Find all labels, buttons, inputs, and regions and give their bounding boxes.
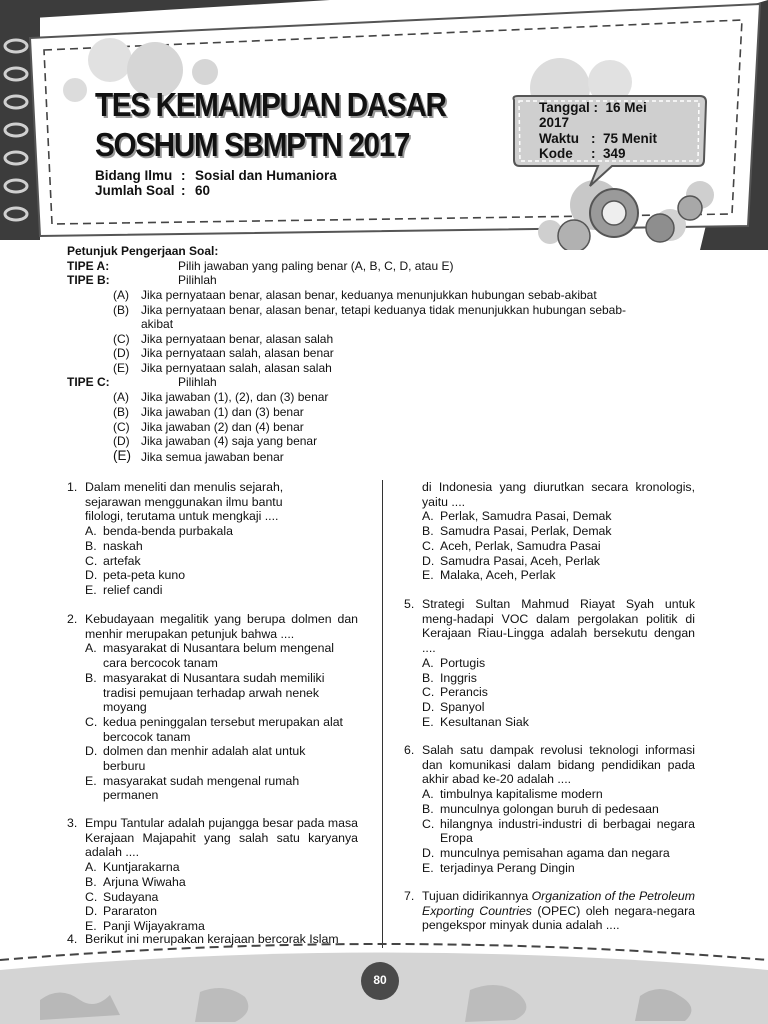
question-6-option-d[interactable] — [422, 846, 695, 861]
option-letter: C. — [422, 538, 435, 553]
tanggal-row — [539, 100, 647, 115]
tipe-b-letter: (A) — [113, 288, 129, 302]
question-1-option-c[interactable] — [85, 554, 310, 569]
option-letter: A. — [422, 787, 434, 802]
option-letter: E. — [422, 860, 434, 875]
option-letter: B. — [422, 670, 434, 685]
kode-row — [539, 146, 626, 161]
question-7-stem-italic: Organization of the Petroleum Exporting Countries — [422, 889, 695, 918]
tipe-a-label: TIPE A: — [67, 259, 110, 273]
option-text: Inggris — [440, 670, 477, 685]
question-3-number: 3. — [67, 816, 78, 830]
tipe-c-option-e-text: Jika semua jawaban benar — [141, 450, 284, 464]
question-1-number: 1. — [67, 480, 78, 494]
jumlah-label: Jumlah Soal — [95, 183, 175, 198]
option-text: Aceh, Perlak, Samudra Pasai — [440, 538, 601, 553]
option-text: peta-peta kuno — [103, 568, 186, 583]
tipe-b-option-d-text: Jika pernyataan salah, alasan benar — [141, 346, 334, 360]
option-letter: B. — [422, 524, 434, 539]
option-letter: D. — [422, 845, 435, 860]
kode-colon: : — [591, 146, 596, 161]
tipe-c-option-c: (C) — [113, 420, 130, 434]
tipe-b-option-d: (D) — [113, 346, 130, 360]
option-letter: C. — [422, 816, 435, 831]
option-letter: A. — [85, 860, 97, 875]
question-5 — [422, 597, 695, 729]
question-5-option-d[interactable] — [422, 700, 695, 715]
option-text: Malaka, Aceh, Perlak — [440, 568, 556, 583]
option-letter: C. — [85, 889, 98, 904]
option-letter: D. — [422, 699, 435, 714]
question-6-number: 6. — [404, 743, 415, 757]
option-text: munculnya pemisahan agama dan negara — [440, 845, 670, 860]
question-4-number: 4. — [67, 932, 78, 946]
option-text: Spanyol — [440, 699, 485, 714]
question-1-stem: Dalam meneliti dan menulis sejarah, sejarawan menggunakan ilmu bantu filologi, terutama untuk mengkaji .... — [85, 480, 284, 524]
question-5-option-a[interactable] — [422, 656, 695, 671]
option-text: terjadinya Perang Dingin — [440, 860, 575, 875]
option-letter: A. — [422, 655, 434, 670]
option-text: Panji Wijayakrama — [103, 918, 205, 933]
option-text: Sudayana — [103, 889, 159, 904]
option-text: Perlak, Samudra Pasai, Demak — [440, 509, 612, 524]
option-letter: C. — [422, 685, 435, 700]
tipe-b-option-b-text-cont: akibat — [141, 317, 174, 331]
option-letter: C. — [85, 553, 98, 568]
question-4-option-a[interactable] — [422, 509, 695, 524]
option-text: Pararaton — [103, 904, 158, 919]
tipe-c-option-e: (E) — [113, 448, 131, 463]
question-5-option-c[interactable] — [422, 685, 695, 700]
column-divider — [382, 480, 383, 948]
instructions-heading: Petunjuk Pengerjaan Soal: — [67, 244, 219, 258]
tipe-c-option-d-text: Jika jawaban (4) saja yang benar — [141, 434, 318, 448]
tipe-b-option-a — [113, 288, 129, 302]
option-text: Portugis — [440, 655, 486, 670]
question-2 — [85, 612, 358, 803]
question-5-option-b[interactable] — [422, 671, 695, 686]
option-letter: A. — [85, 524, 97, 539]
question-5-option-e[interactable] — [422, 715, 695, 730]
question-4-stem-2: di Indonesia yang diurutkan secara kronologis, yaitu .... — [422, 480, 695, 509]
question-2-option-c[interactable] — [85, 715, 343, 744]
tipe-b-option-b-text: Jika pernyataan benar, alasan benar, tetapi keduanya tidak menunjukkan hubungan sebab- — [141, 303, 627, 317]
tipe-c-option-a-text: Jika jawaban (1), (2), dan (3) benar — [141, 390, 329, 404]
kode-value: 349 — [603, 146, 626, 161]
question-6-option-e[interactable] — [422, 861, 695, 876]
tanggal-value-1: 16 Mei — [605, 100, 647, 115]
question-4-option-b[interactable] — [422, 524, 695, 539]
option-text: kedua peninggalan tersebut merupakan alat bercocok tanam — [103, 714, 343, 744]
option-text: Kesultanan Siak — [440, 714, 529, 729]
page-number: 80 — [373, 973, 387, 987]
question-3-option-b[interactable] — [85, 875, 358, 890]
waktu-label: Waktu — [539, 131, 579, 146]
question-6-option-a[interactable] — [422, 787, 695, 802]
option-text: masyarakat di Nusantara belum mengenal cara bercocok tanam — [103, 641, 335, 671]
option-text: Samudra Pasai, Perlak, Demak — [440, 524, 612, 539]
option-letter: E. — [85, 773, 97, 788]
question-7-stem — [422, 889, 695, 933]
bidang-label: Bidang Ilmu — [95, 168, 173, 183]
tipe-b-option-b: (B) — [113, 303, 129, 317]
option-text: Kuntjarakarna — [103, 860, 180, 875]
option-text: Perancis — [440, 685, 488, 700]
question-7-stem-a: Tujuan didirikannya — [422, 889, 532, 903]
question-1-option-a[interactable] — [85, 524, 310, 539]
tipe-c-option-a: (A) — [113, 390, 129, 404]
option-text: masyarakat sudah mengenal rumah permanen — [103, 773, 300, 803]
option-letter: B. — [85, 538, 97, 553]
bidang-row — [95, 168, 337, 183]
option-letter: D. — [85, 744, 98, 759]
kode-label: Kode — [539, 146, 573, 161]
tipe-c-option-d: (D) — [113, 434, 130, 448]
option-letter: D. — [85, 904, 98, 919]
option-letter: E. — [422, 568, 434, 583]
question-6-option-b[interactable] — [422, 802, 695, 817]
option-text: masyarakat di Nusantara sudah memiliki tradisi pemujaan terhadap arwah nenek moyang — [103, 670, 325, 715]
option-letter: B. — [85, 670, 97, 685]
question-4-stem-1: Berikut ini merupakan kerajaan bercorak Islam — [85, 932, 339, 946]
option-letter: A. — [85, 641, 97, 656]
option-text: Samudra Pasai, Aceh, Perlak — [440, 553, 600, 568]
question-2-option-b[interactable] — [85, 671, 343, 715]
jumlah-row — [95, 183, 210, 198]
title-line-1: TES KEMAMPUAN DASAR — [95, 86, 446, 123]
tipe-c-label: TIPE C: — [67, 375, 110, 389]
tipe-c-option-b: (B) — [113, 405, 129, 419]
option-text: munculnya golongan buruh di pedesaan — [440, 801, 659, 816]
option-letter: D. — [422, 553, 435, 568]
question-3-stem: Empu Tantular adalah pujangga besar pada masa Kerajaan Majapahit yang salah satu karyanya adalah .... — [85, 816, 358, 860]
option-letter: E. — [85, 918, 97, 933]
tipe-b-label: TIPE B: — [67, 273, 110, 287]
option-text: benda-benda purbakala — [103, 524, 233, 539]
option-text: naskah — [103, 538, 143, 553]
tipe-c-option-b-text: Jika jawaban (1) dan (3) benar — [141, 405, 304, 419]
option-text: artefak — [103, 553, 141, 568]
question-7-number: 7. — [404, 889, 415, 903]
waktu-row — [539, 131, 657, 146]
question-6 — [422, 743, 695, 875]
bidang-value: Sosial dan Humaniora — [195, 168, 337, 183]
option-text: dolmen dan menhir adalah alat untuk berburu — [103, 744, 306, 774]
option-text: relief candi — [103, 582, 163, 597]
option-letter: B. — [422, 801, 434, 816]
option-letter: E. — [85, 582, 97, 597]
tipe-b-option-c: (C) — [113, 332, 130, 346]
waktu-value: 75 Menit — [603, 131, 658, 146]
question-3-option-d[interactable] — [85, 904, 358, 919]
question-3-option-a[interactable] — [85, 860, 358, 875]
question-4-option-d[interactable] — [422, 554, 695, 569]
question-1-option-b[interactable] — [85, 539, 310, 554]
question-1-option-e[interactable] — [85, 583, 310, 598]
question-2-stem: Kebudayaan megalitik yang berupa dolmen dan menhir merupakan petunjuk bahwa .... — [85, 612, 358, 641]
title-line-2: SOSHUM SBMPTN 2017 — [95, 126, 410, 163]
question-1 — [85, 480, 310, 598]
option-text: timbulnya kapitalisme modern — [440, 787, 603, 802]
tipe-b-text: Pilihlah — [178, 273, 217, 287]
option-letter: E. — [422, 714, 434, 729]
question-4-option-e[interactable] — [422, 568, 695, 583]
question-2-option-e[interactable] — [85, 774, 333, 803]
tipe-b-option-e-text: Jika pernyataan salah, alasan salah — [141, 361, 332, 375]
option-text: hilangnya industri-industri di berbagai negara Eropa — [440, 816, 695, 846]
question-4-continued — [422, 480, 695, 583]
question-5-stem: Strategi Sultan Mahmud Riayat Syah untuk meng-hadapi VOC dalam pergolakan politik di Kerajaan Riau-Lingga adalah bersekutu dengan .... — [422, 597, 695, 656]
tipe-b-option-c-text: Jika pernyataan benar, alasan salah — [141, 332, 334, 346]
header-background — [0, 0, 768, 250]
question-2-option-a[interactable] — [85, 641, 343, 670]
question-6-option-c[interactable] — [422, 817, 695, 846]
tipe-b-option-e: (E) — [113, 361, 129, 375]
question-4-option-c[interactable] — [422, 539, 695, 554]
option-text: Arjuna Wiwaha — [103, 874, 186, 889]
tipe-c-text: Pilihlah — [178, 375, 217, 389]
tanggal-value-2: 2017 — [539, 115, 570, 130]
option-letter: B. — [85, 874, 97, 889]
question-2-option-d[interactable] — [85, 744, 313, 773]
tanggal-label: Tanggal : — [539, 100, 598, 115]
tipe-c-option-c-text: Jika jawaban (2) dan (4) benar — [141, 420, 304, 434]
waktu-colon: : — [591, 131, 596, 146]
question-2-number: 2. — [67, 612, 78, 626]
question-6-stem: Salah satu dampak revolusi teknologi informasi dan komunikasi dalam bidang pendidikan pada akhir abad ke-20 adalah .... — [422, 743, 695, 787]
question-5-number: 5. — [404, 597, 415, 611]
question-3-option-c[interactable] — [85, 890, 358, 905]
tipe-b-option-a-text: Jika pernyataan benar, alasan benar, keduanya menunjukkan hubungan sebab-akibat — [141, 288, 597, 302]
option-letter: C. — [85, 714, 98, 729]
question-3 — [85, 816, 358, 934]
tipe-a-text: Pilih jawaban yang paling benar (A, B, C, D, atau E) — [178, 259, 454, 273]
question-1-option-d[interactable] — [85, 568, 310, 583]
option-letter: A. — [422, 509, 434, 524]
jumlah-colon: : — [181, 183, 186, 198]
bidang-colon: : — [181, 168, 186, 183]
jumlah-value: 60 — [195, 183, 211, 198]
question-7-stem-b: (OPEC) oleh negara-negara pengekspor minyak dunia adalah .... — [422, 903, 696, 933]
option-letter: D. — [85, 568, 98, 583]
